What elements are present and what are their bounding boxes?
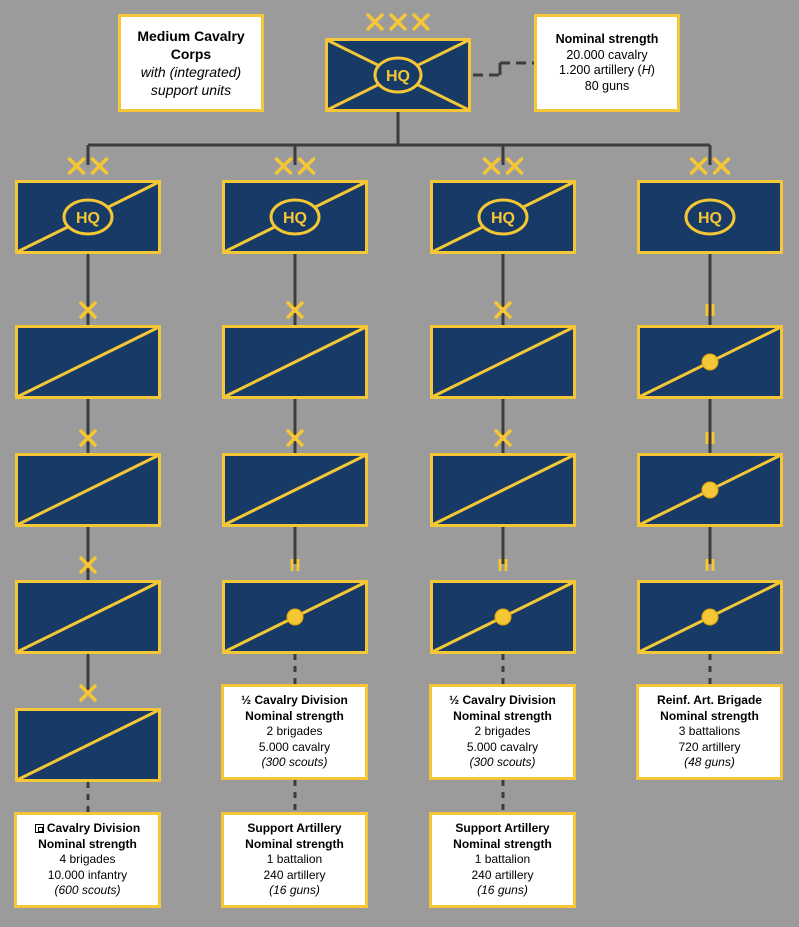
division-3-support-line2: 240 artillery: [471, 867, 534, 882]
division-1-echelon-icon-2: [93, 159, 107, 173]
hq-label: HQ: [386, 68, 410, 85]
division-4-line3: (48 guns): [684, 755, 735, 770]
division-2-title: ½ Cavalry Division: [241, 693, 348, 708]
title-line2: Corps: [170, 46, 212, 62]
hq-label: HQ: [491, 210, 515, 227]
division-2-hq-symbol: [224, 182, 367, 253]
division-3-title: ½ Cavalry Division: [449, 693, 556, 708]
hq-label: HQ: [698, 210, 722, 227]
division-2-line2: 5.000 cavalry: [258, 739, 331, 754]
artillery-dot-icon: [702, 609, 718, 625]
title-line4: support units: [150, 82, 232, 98]
division-2-support-line1: 1 battalion: [266, 852, 323, 867]
corps-strength-line3: 80 guns: [584, 78, 630, 93]
hq-label: HQ: [76, 210, 100, 227]
division-4-hq-symbol: [639, 182, 782, 253]
division-1-subtitle: Nominal strength: [38, 836, 137, 851]
division-3-subtitle: Nominal strength: [453, 708, 552, 723]
division-1-info-box: [14, 812, 161, 908]
division-1-unit-3-symbol: [17, 582, 160, 653]
division-1-echelon-icon-1: [70, 159, 84, 173]
corps-strength-line1: 20.000 cavalry: [566, 47, 648, 62]
division-3-unit-3-symbol: [432, 582, 575, 653]
division-2-support-subtitle: Nominal strength: [245, 836, 344, 851]
artillery-dot-icon: [495, 609, 511, 625]
division-2-unit-1-symbol: [224, 327, 367, 398]
division-3-support-line3: (16 guns): [477, 883, 528, 898]
division-4-echelon-icon-2: [715, 159, 729, 173]
corps-echelon-icon-2: [391, 15, 405, 29]
division-4-unit-2-symbol: [639, 455, 782, 526]
corps-strength-title: Nominal strength: [555, 32, 659, 46]
division-1-title: Cavalry Division: [35, 821, 140, 837]
division-3-unit-1-symbol: [432, 327, 575, 398]
division-4-echelon-icon-1: [692, 159, 706, 173]
division-3-line3: (300 scouts): [469, 755, 536, 770]
division-2-line1: 2 brigades: [266, 724, 323, 739]
artillery-dot-icon: [702, 482, 718, 498]
corps-strength-line2: 1.200 artillery (H): [559, 63, 655, 77]
corps-hq-symbol: [327, 40, 470, 111]
division-3-support-subtitle: Nominal strength: [453, 836, 552, 851]
division-2-support-title: Support Artillery: [247, 821, 342, 836]
division-3-support-line1: 1 battalion: [474, 852, 531, 867]
division-4-line2: 720 artillery: [678, 739, 741, 754]
division-3-unit-2-symbol: [432, 455, 575, 526]
division-2-echelon-icon-1: [277, 159, 291, 173]
title-line3: with (integrated): [140, 64, 242, 80]
division-3-line2: 5.000 cavalry: [466, 739, 539, 754]
division-3-hq-symbol: [432, 182, 575, 253]
division-2-info-box: [221, 684, 368, 780]
division-2-line3: (300 scouts): [261, 755, 328, 770]
division-2-support-box: [221, 812, 368, 908]
division-1-unit-4-symbol: [17, 710, 160, 781]
division-4-unit-3-symbol: [639, 582, 782, 653]
division-2-subtitle: Nominal strength: [245, 708, 344, 723]
division-2-support-line2: 240 artillery: [263, 867, 326, 882]
title-line1: Medium Cavalry: [137, 28, 245, 44]
division-3-support-box: [429, 812, 576, 908]
square-target-icon: [35, 824, 44, 833]
division-1-line2: 10.000 infantry: [47, 867, 128, 882]
division-4-title: Reinf. Art. Brigade: [657, 693, 762, 708]
division-4-unit-1-symbol: [639, 327, 782, 398]
division-1-hq-symbol: [17, 182, 160, 253]
artillery-dot-icon: [287, 609, 303, 625]
division-4-subtitle: Nominal strength: [660, 708, 759, 723]
division-1-line3: (600 scouts): [54, 883, 121, 898]
division-2-support-line3: (16 guns): [269, 883, 320, 898]
division-1-line1: 4 brigades: [59, 852, 116, 867]
division-4-info-box: [636, 684, 783, 780]
artillery-dot-icon: [702, 354, 718, 370]
division-3-line1: 2 brigades: [474, 724, 531, 739]
division-1-unit-2-symbol: [17, 455, 160, 526]
title-box: [118, 14, 264, 112]
corps-echelon-icon-3: [414, 15, 428, 29]
division-4-line1: 3 battalions: [678, 724, 741, 739]
corps-strength-box: [534, 14, 680, 112]
division-3-info-box: [429, 684, 576, 780]
hq-label: HQ: [283, 210, 307, 227]
division-2-unit-2-symbol: [224, 455, 367, 526]
division-3-echelon-icon-1: [485, 159, 499, 173]
division-2-echelon-icon-2: [300, 159, 314, 173]
division-2-unit-3-symbol: [224, 582, 367, 653]
division-3-echelon-icon-2: [508, 159, 522, 173]
division-3-support-title: Support Artillery: [455, 821, 550, 836]
corps-echelon-icon-1: [368, 15, 382, 29]
division-1-unit-1-symbol: [17, 327, 160, 398]
